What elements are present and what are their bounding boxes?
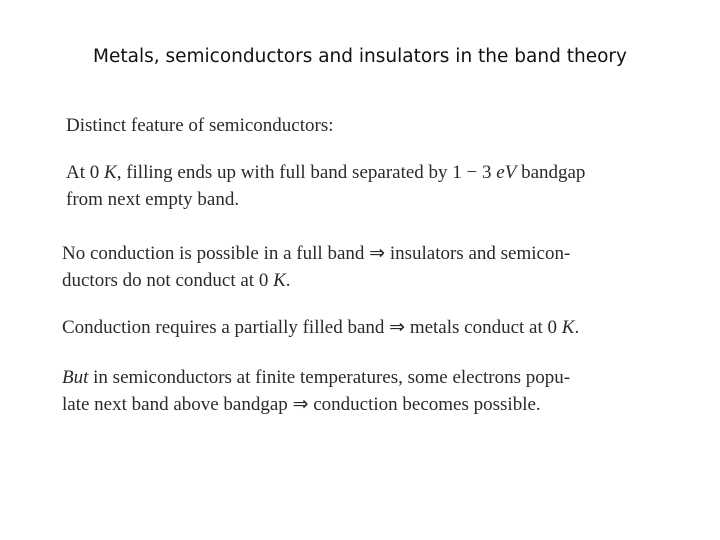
paragraph-filling bbox=[66, 159, 585, 213]
paragraph-no-conduction bbox=[62, 240, 570, 294]
paragraph-filling-line-1: At 0 K, filling ends up with full band separated by 1 − 3 eV bandgap bbox=[66, 162, 586, 183]
but-emphasis: But bbox=[62, 367, 89, 388]
heading-text: Distinct feature of semiconductors: bbox=[66, 115, 334, 136]
paragraph-conduction-requires bbox=[62, 314, 579, 341]
slide-title: Metals, semiconductors and insulators in the band theory bbox=[93, 46, 627, 67]
paragraph-but bbox=[62, 364, 570, 418]
paragraph-but-line-2: late next band above bandgap ⇒ conduction becomes possible. bbox=[62, 394, 541, 415]
paragraph-no-conduction-line-2: ductors do not conduct at 0 K. bbox=[62, 270, 291, 291]
paragraph-but-line-1: But in semiconductors at finite temperatures, some electrons popu- bbox=[62, 367, 571, 388]
heading-distinct-feature bbox=[66, 112, 334, 139]
paragraph-conduction-requires-line-1: Conduction requires a partially filled band ⇒ metals conduct at 0 K. bbox=[62, 317, 580, 338]
implies-arrow: ⇒ bbox=[369, 243, 386, 264]
implies-arrow: ⇒ bbox=[292, 394, 309, 415]
paragraph-no-conduction-line-1: No conduction is possible in a full band ⇒ insulators and semicon- bbox=[62, 243, 571, 264]
implies-arrow: ⇒ bbox=[389, 317, 406, 338]
paragraph-filling-line-2: from next empty band. bbox=[66, 189, 240, 210]
